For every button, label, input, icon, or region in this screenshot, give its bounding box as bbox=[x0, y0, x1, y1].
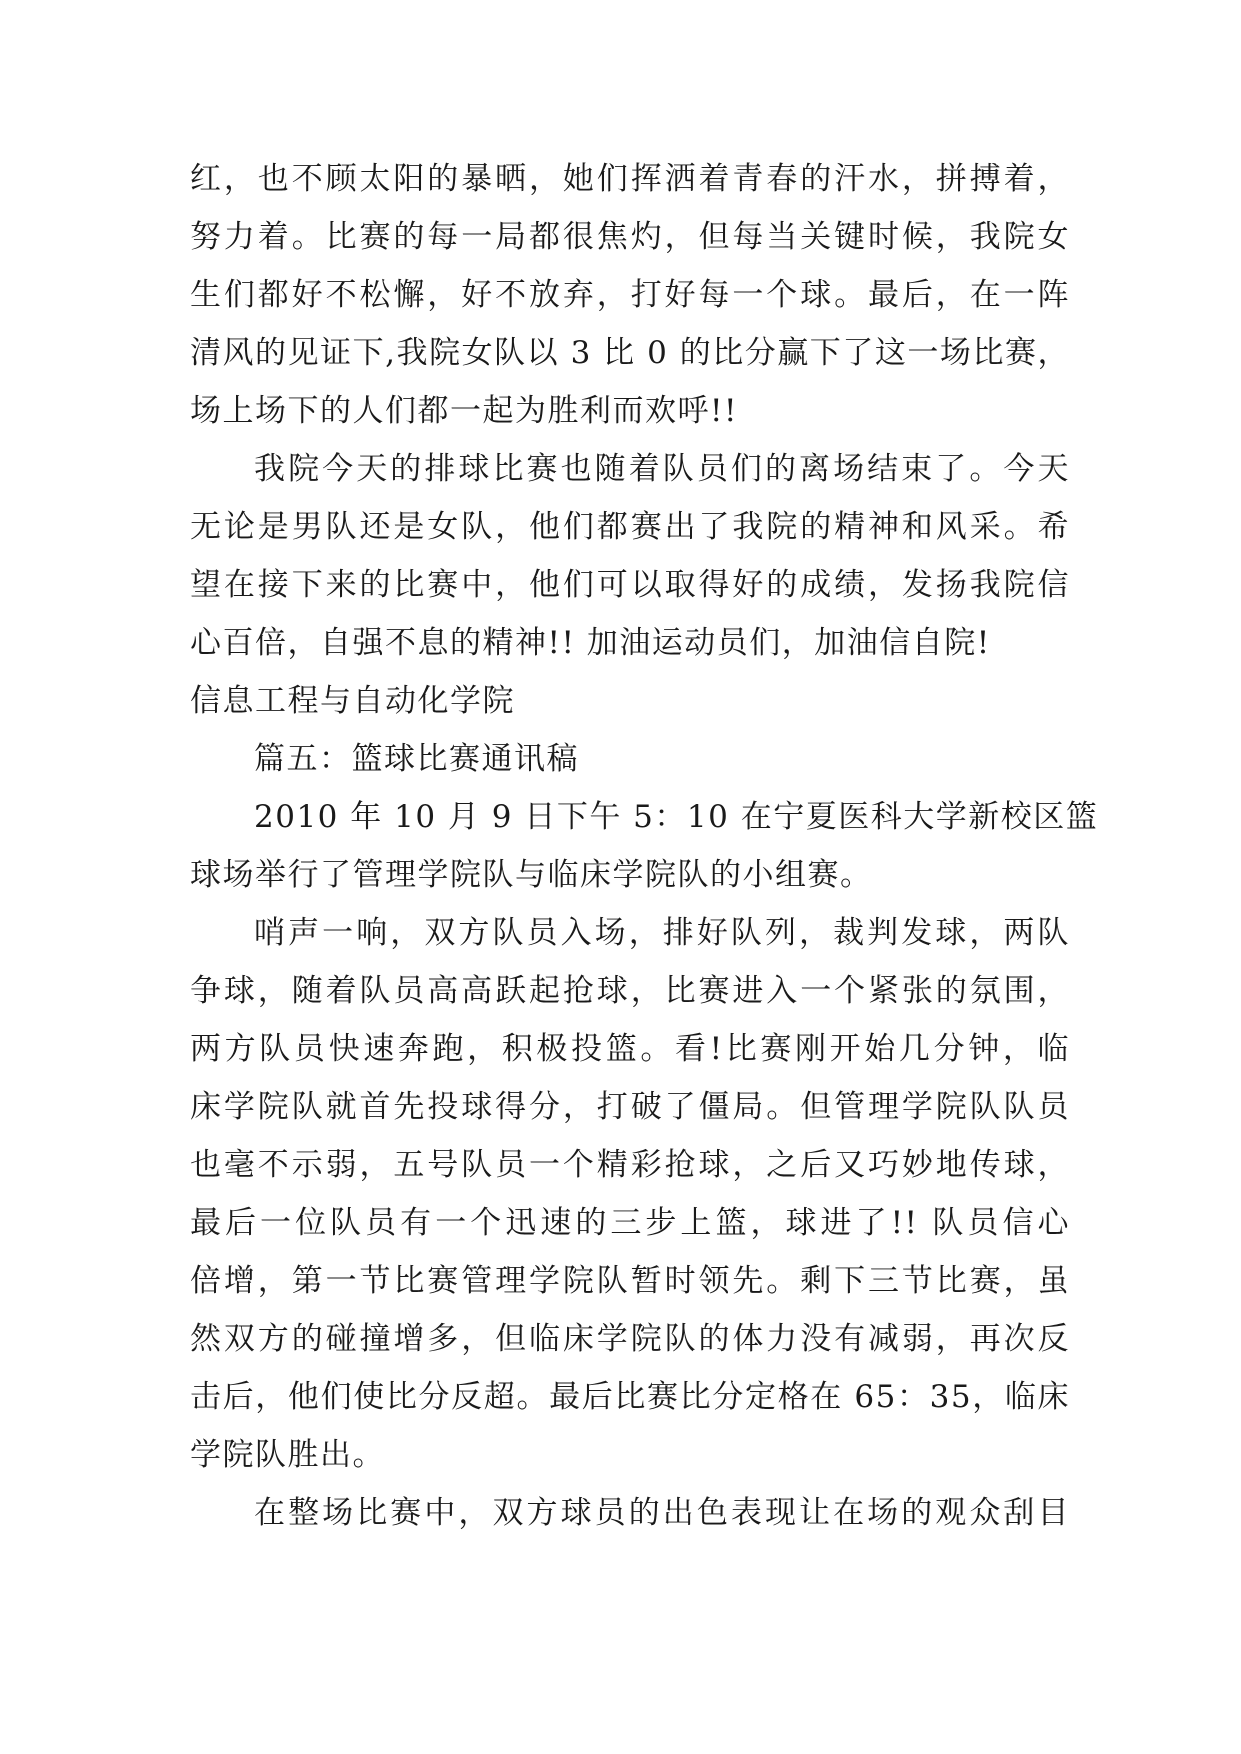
text-line: 争球，随着队员高高跃起抢球，比赛进入一个紧张的氛围， bbox=[190, 973, 1070, 1009]
text-line: 然双方的碰撞增多，但临床学院队的体力没有减弱，再次反 bbox=[190, 1321, 1070, 1357]
text-line: 床学院队就首先投球得分，打破了僵局。但管理学院队队员 bbox=[190, 1089, 1070, 1125]
text-line: 场上场下的人们都一起为胜利而欢呼!! bbox=[190, 393, 738, 429]
document-page bbox=[190, 150, 1099, 1542]
text-line: 也毫不示弱，五号队员一个精彩抢球，之后又巧妙地传球， bbox=[190, 1147, 1070, 1183]
text-line: 学院队胜出。 bbox=[190, 1437, 385, 1473]
text-line: 生们都好不松懈，好不放弃，打好每一个球。最后，在一阵 bbox=[190, 277, 1070, 313]
text-line: 清风的见证下,我院女队以 3 比 0 的比分赢下了这一场比赛， bbox=[190, 335, 1070, 371]
text-line: 努力着。比赛的每一局都很焦灼，但每当关键时候，我院女 bbox=[190, 219, 1070, 255]
text-line: 两方队员快速奔跑，积极投篮。看!比赛刚开始几分钟，临 bbox=[190, 1031, 1070, 1067]
section-heading: 篇五：篮球比赛通讯稿 bbox=[254, 741, 579, 777]
text-line: 击后，他们使比分反超。最后比赛比分定格在 65：35，临床 bbox=[190, 1379, 1070, 1415]
text-line: 红，也不顾太阳的暴晒，她们挥洒着青春的汗水，拼搏着， bbox=[190, 161, 1070, 197]
text-line: 无论是男队还是女队，他们都赛出了我院的精神和风采。希 bbox=[190, 509, 1070, 545]
paragraph-first-line: 2010 年 10 月 9 日下午 5：10 在宁夏医科大学新校区篮 bbox=[254, 799, 1099, 835]
text-line: 球场举行了管理学院队与临床学院队的小组赛。 bbox=[190, 857, 873, 893]
paragraph-first-line: 在整场比赛中，双方球员的出色表现让在场的观众刮目 bbox=[254, 1495, 1070, 1531]
paragraph-first-line: 我院今天的排球比赛也随着队员们的离场结束了。今天 bbox=[254, 451, 1070, 487]
text-line: 最后一位队员有一个迅速的三步上篮，球进了!! 队员信心 bbox=[190, 1205, 1070, 1241]
text-line: 望在接下来的比赛中，他们可以取得好的成绩，发扬我院信 bbox=[190, 567, 1070, 603]
paragraph-first-line: 哨声一响，双方队员入场，排好队列，裁判发球，两队 bbox=[254, 915, 1070, 951]
text-line: 心百倍，自强不息的精神!! 加油运动员们，加油信自院! bbox=[190, 625, 991, 661]
text-line: 倍增，第一节比赛管理学院队暂时领先。剩下三节比赛，虽 bbox=[190, 1263, 1070, 1299]
author-line: 信息工程与自动化学院 bbox=[190, 683, 515, 719]
